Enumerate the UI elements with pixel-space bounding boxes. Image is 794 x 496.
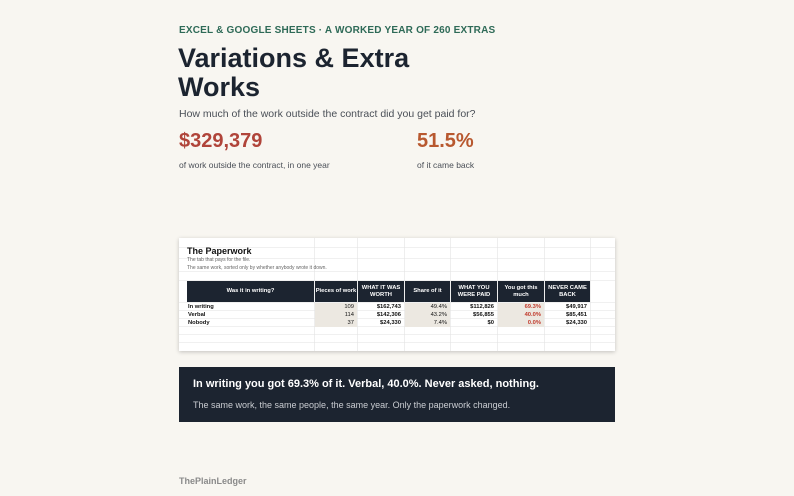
sheet-subtitle-2: The same work, sorted only by whether anybody wrote it down. (187, 265, 327, 271)
table-cell[interactable]: 40.0% (498, 311, 544, 319)
spreadsheet-preview (179, 238, 615, 351)
table-cell[interactable]: 43.2% (405, 311, 450, 319)
sheet-title: The Paperwork (187, 246, 252, 256)
table-cell[interactable]: $56,855 (473, 312, 494, 318)
table-cell[interactable]: $0 (487, 320, 494, 326)
table-cell[interactable]: $142,306 (376, 312, 401, 318)
col-header-paid: WHAT YOU WERE PAID (451, 281, 497, 302)
table-cell[interactable]: 7.4% (405, 319, 450, 327)
table-cell[interactable]: 114 (315, 311, 357, 319)
stat-value: 51.5% (417, 130, 474, 152)
table-cell[interactable]: In writing (188, 304, 214, 310)
kicker: EXCEL & GOOGLE SHEETS · A WORKED YEAR OF 260 EXTRAS (179, 25, 496, 36)
col-header-share: Share of it (405, 281, 450, 302)
table-cell[interactable]: $162,743 (376, 304, 401, 310)
sheet-subtitle-1: The tab that pays for the file. (187, 257, 251, 263)
stat-recovered-share (417, 130, 474, 170)
callout-body: The same work, the same people, the same year. Only the paperwork changed. (193, 400, 511, 410)
col-header-worth: WHAT IT WAS WORTH (358, 281, 404, 302)
stat-caption: of work outside the contract, in one year (179, 160, 330, 170)
table-cell[interactable]: $24,330 (380, 320, 401, 326)
stat-caption: of it came back (417, 160, 475, 170)
summary-callout (179, 367, 615, 422)
table-cell[interactable]: Verbal (188, 312, 206, 318)
page-subtitle: How much of the work outside the contract did you get paid for? (179, 108, 476, 120)
callout-headline: In writing you got 69.3% of it. Verbal, 40.0%. Never asked, nothing. (193, 378, 539, 390)
table-cell[interactable]: Nobody (188, 320, 210, 326)
table-cell[interactable]: $112,826 (470, 304, 494, 310)
table-cell[interactable]: $49,917 (566, 304, 587, 310)
col-header-in-writing: Was it in writing? (187, 281, 314, 302)
col-header-never: NEVER CAME BACK (545, 281, 590, 302)
brand-footer: ThePlainLedger (179, 476, 247, 486)
col-header-pieces: Pieces of work (315, 281, 357, 302)
table-cell[interactable]: 69.3% (498, 303, 544, 311)
table-cell[interactable]: 49.4% (405, 303, 450, 311)
table-cell[interactable]: 0.0% (498, 319, 544, 327)
table-cell[interactable]: $24,330 (566, 320, 587, 326)
table-cell[interactable]: 37 (315, 319, 357, 327)
stat-value: $329,379 (179, 130, 263, 152)
table-cell[interactable]: $85,451 (566, 312, 587, 318)
col-header-got: You got this much (498, 281, 544, 302)
page-title: Variations & Extra Works (178, 43, 410, 102)
stat-total-extra-work (179, 130, 330, 170)
table-cell[interactable]: 109 (315, 303, 357, 311)
